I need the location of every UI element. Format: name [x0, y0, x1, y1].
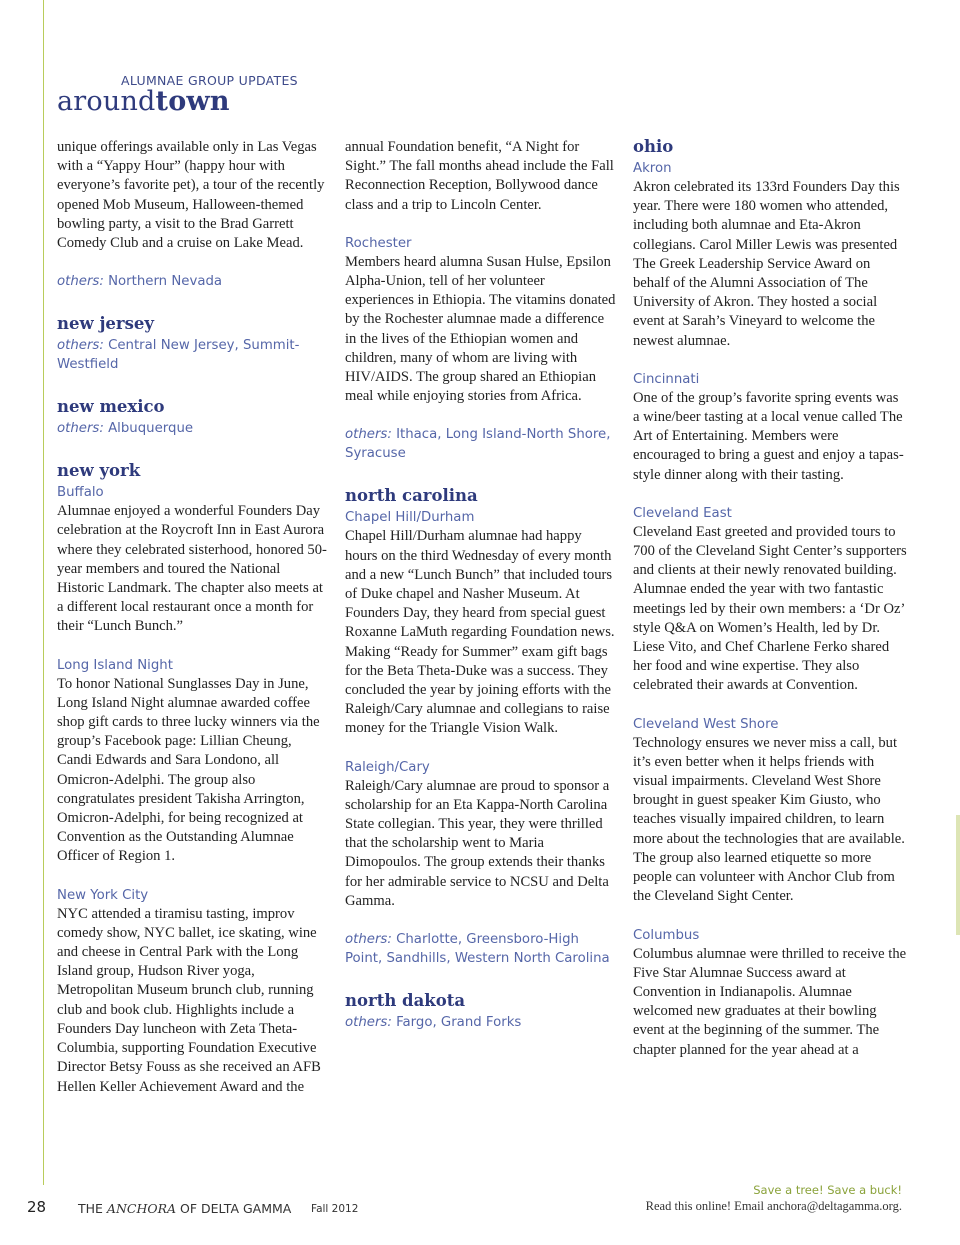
chapter-heading-akron: Akron — [633, 161, 672, 176]
margin-rule — [43, 0, 44, 1185]
north-dakota-others — [345, 1013, 617, 1032]
rochester-text: Members heard alumna Susan Hulse, Epsilon Alpha-Union, tell of her volunteer experiences in Ethiopia. The vitamins donated by the Rochester alumnae made a difference in the lives of the Ethiopian women and children, many of whom are living with HIV/AIDS. The group shared an Ethiopian meal while enjoying stories from Africa. — [345, 253, 616, 405]
columbus-text: Columbus alumnae were thrilled to receive the Five Star Alumnae Success award at Convention in Indianapolis. Alumnae welcomed new graduates at their bowling event at the beginning of the summer. The chapter planned for the year ahead at a — [633, 945, 907, 1058]
others-list: Fargo, Grand Forks — [396, 1015, 522, 1031]
chapter-heading-buffalo: Buffalo — [57, 485, 104, 501]
others-list: Central New Jersey, Summit-Westfield — [57, 338, 300, 373]
state-heading-north-carolina: north carolina — [345, 486, 478, 506]
chapel-hill-text: Chapel Hill/Durham alumnae had happy hours on the third Wednesday of every month and a new “Lunch Bunch” that included tours of Duke chapel and Nasher Museum. At Founders Day, they heard from special guest Roxanne LaMuth regarding Foundation news. Making “Ready for Summer” exam gift bags for the Beta Theta-Duke was a success. They concluded the year by joining efforts with the Raleigh/Cary alumnae and collegians to raise money for the Triangle Vision Walk. — [345, 528, 615, 737]
new-jersey-others — [57, 336, 329, 374]
chapter-heading-chapel-hill: Chapel Hill/Durham — [345, 510, 475, 526]
issue-date: Fall 2012 — [311, 1203, 359, 1215]
others-label: others: — [345, 1015, 392, 1031]
new-mexico-others — [57, 419, 329, 438]
section-title-light: around — [57, 86, 156, 117]
raleigh-cary-text: Raleigh/Cary alumnae are proud to sponsor a scholarship for an Eta Kappa-North Carolina State collegian. This year, they were thrilled that the scholarship went to Maria Dimopoulos. The group extends their thanks for her admirable service to NCSU and Delta Gamma. — [345, 777, 610, 909]
page-number: 28 — [27, 1198, 47, 1216]
magazine-name — [78, 1201, 291, 1216]
section-title — [57, 86, 230, 117]
state-heading-ohio: ohio — [633, 137, 674, 156]
others-label: others: — [57, 274, 104, 290]
others-list: Charlotte, Greensboro-High Point, Sandhills, Western North Carolina — [345, 932, 610, 967]
page-edge-tab — [956, 815, 960, 935]
others-list: Northern Nevada — [108, 274, 223, 290]
column-2 — [345, 138, 617, 1032]
new-york-city-text: NYC attended a tiramisu tasting, improv comedy show, NYC ballet, ice skating, wine and cheese in Central Park with the Long Island group, Hudson River yoga, Metropolitan Museum brunch club, running club and book club. Highlights include a Founders Day luncheon with Zeta Theta-Columbia, supporting Foundation Executive Director Betsy Fouss as she received an AFB Hellen Keller Achievement Award and the — [57, 905, 321, 1095]
chapter-heading-cincinnati: Cincinnati — [633, 371, 700, 387]
long-island-night-text: To honor National Sunglasses Day in June, Long Island Night alumnae awarded coffee shop gift cards to three lucky winners via the group’s Facebook page: Lillian Cheung, Candi Edwards and Sara Londono, all Omicron-Adelphi. The group also congratulates president Takisha Arrington, Omicron-Adelphi, for being recognized at Convention as the Outstanding Alumnae Officer of Region 1. — [57, 675, 320, 865]
others-list: Ithaca, Long Island-North Shore, Syracuse — [345, 427, 611, 462]
akron-text: Akron celebrated its 133rd Founders Day this year. There were 180 women who attended, including both alumnae and Eta-Akron collegians. Carol Miller Lewis was presented The Greek Leadership Service Award on behalf of the Alumni Association of The University of Akron. They hosted a social event at Sarah’s Vineyard to welcome the newest alumnae. — [633, 179, 900, 349]
new-york-others — [345, 425, 617, 463]
save-tree-note: Save a tree! Save a buck! — [753, 1183, 902, 1197]
state-heading-north-dakota: north dakota — [345, 991, 466, 1011]
section-title-bold: town — [155, 86, 230, 117]
chapter-heading-new-york-city: New York City — [57, 887, 149, 903]
others-label: others: — [57, 338, 104, 354]
nevada-continued-text: unique offerings available only in Las Vegas with a “Yappy Hour” (happy hour with everyone’s favorite pet), a tour of the recently opened Mob Museum, Halloween-themed bowling party, a visit to the Brad Garrett Comedy Club and a cruise on Lake Mead. — [57, 139, 325, 252]
buffalo-text: Alumnae enjoyed a wonderful Founders Day celebration at the Roycroft Inn in East Aurora where they celebrated sisterhood, honored 50-year members and toured the National Historic Landmark. The chapter also meets at a different local restaurant once a month for their “Lunch Bunch.” — [57, 503, 327, 635]
others-label: others: — [345, 427, 392, 443]
state-heading-new-jersey: new jersey — [57, 314, 154, 334]
state-heading-new-york: new york — [57, 461, 141, 481]
cincinnati-text: One of the group’s favorite spring events was a wine/beer tasting at a local venue called The Art of Entertaining. Members were encouraged to bring a guest and enjoy a tapas-style dinner along with their tasting. — [633, 389, 904, 483]
magazine-suffix: OF DELTA GAMMA — [180, 1201, 292, 1216]
nyc-continued-text: annual Foundation benefit, “A Night for Sight.” The fall months ahead include the Fall Reconnection Reception, Bollywood dance class and a trip to Lincoln Center. — [345, 139, 614, 213]
chapter-heading-cleveland-west-shore: Cleveland West Shore — [633, 716, 779, 732]
state-heading-new-mexico: new mexico — [57, 397, 165, 417]
cleveland-east-text: Cleveland East greeted and provided tours to 700 of the Cleveland Sight Center’s supporters and clients at their newly renovated building. Alumnae ended the year with two fantastic meetings led by their own members: a ‘Dr Oz’ style Q&A on Women’s Health, led by Dr. Liese Vito, and Chef Charlene Ferko shared her food and wine expertise. They also celebrated their awards at Convention. — [633, 523, 907, 694]
chapter-heading-rochester: Rochester — [345, 235, 412, 251]
others-label: others: — [57, 421, 104, 437]
north-carolina-others — [345, 930, 617, 968]
chapter-heading-columbus: Columbus — [633, 927, 700, 943]
chapter-heading-cleveland-east: Cleveland East — [633, 505, 732, 521]
others-label: others: — [345, 932, 392, 948]
magazine-prefix: THE — [78, 1201, 103, 1216]
column-3 — [633, 136, 908, 1060]
section-kicker: ALUMNAE GROUP UPDATES — [121, 73, 298, 88]
magazine-title: ANCHORA — [106, 1201, 177, 1216]
others-list: Albuquerque — [108, 421, 194, 437]
column-1 — [57, 138, 329, 1097]
chapter-heading-raleigh-cary: Raleigh/Cary — [345, 759, 430, 775]
cleveland-west-shore-text: Technology ensures we never miss a call, but it’s even better when it helps friends with visual impairments. Cleveland West Shore brought in guest speaker Kim Giusto, who teaches visually impaired children, to learn more about the technologies that are available. The group also learned etiquette so more people can volunteer with Anchor Club from the Cleveland Sight Center. — [633, 734, 905, 905]
chapter-heading-long-island-night: Long Island Night — [57, 657, 173, 673]
read-online-note: Read this online! Email anchora@deltagamma.org. — [645, 1199, 902, 1213]
nevada-others — [57, 272, 329, 291]
